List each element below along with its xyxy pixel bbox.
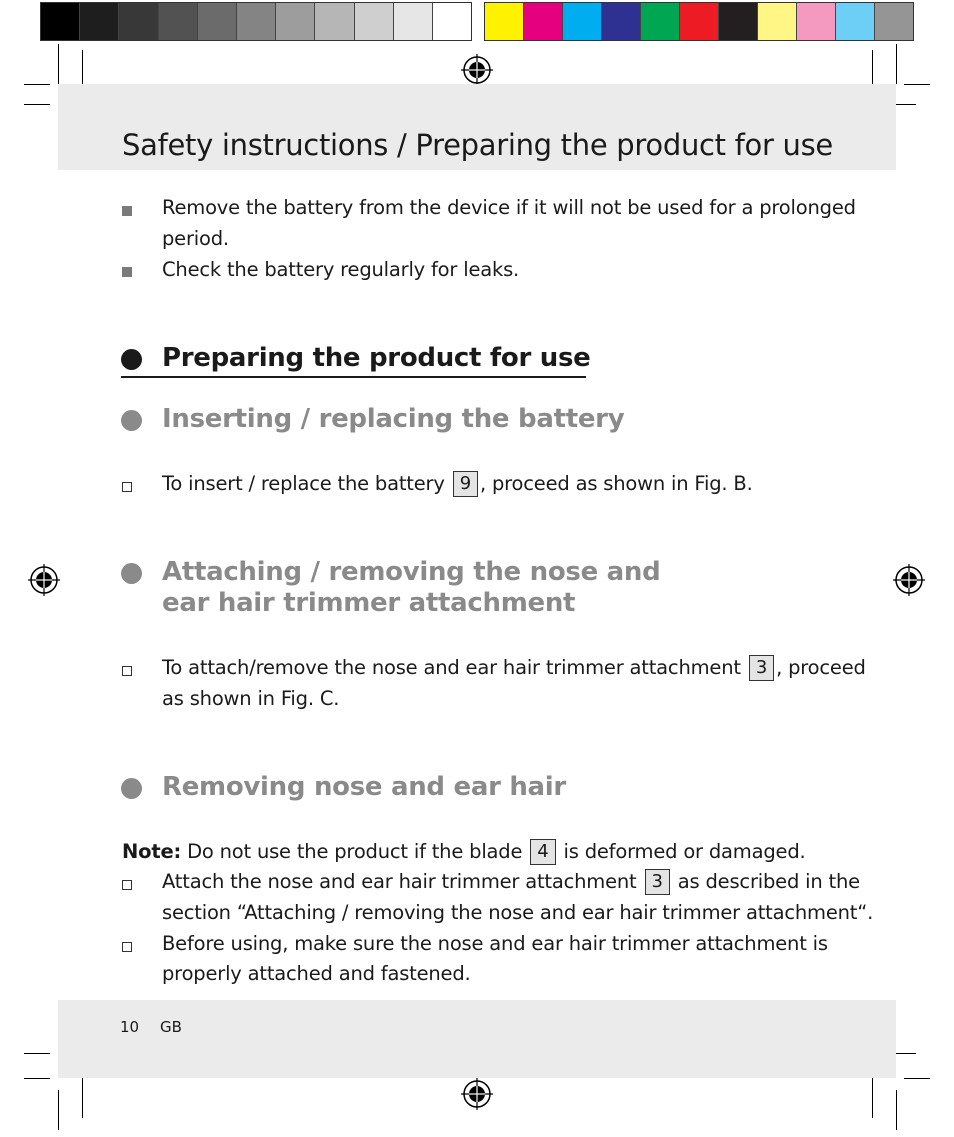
- color-swatch: [602, 3, 641, 40]
- crop-mark: [904, 84, 930, 85]
- removing-step: Before using, make sure the nose and ear hair trimmer attachment is: [162, 932, 828, 955]
- color-swatch: [80, 3, 119, 40]
- part-reference: 3: [645, 869, 670, 895]
- color-swatch: [394, 3, 433, 40]
- section-dot-icon: [121, 349, 142, 370]
- part-reference: 4: [530, 839, 555, 865]
- square-bullet-icon: [122, 206, 132, 216]
- crop-mark: [24, 104, 50, 105]
- battery-step: [162, 469, 753, 500]
- intro-bullet-line: Check the battery regularly for leaks.: [162, 258, 520, 281]
- note-text: is deformed or damaged.: [563, 840, 806, 863]
- language-code: GB: [160, 1018, 182, 1036]
- color-swatch: [485, 3, 524, 40]
- intro-bullet-line: Remove the battery from the device if it will not be used for a prolonged: [162, 196, 856, 219]
- color-swatch: [680, 3, 719, 40]
- crop-mark: [872, 1078, 873, 1118]
- section-heading-removing: Removing nose and ear hair: [162, 772, 566, 802]
- step-text: , proceed: [776, 656, 866, 679]
- intro-bullet-line: period.: [162, 227, 229, 250]
- color-swatch: [276, 3, 315, 40]
- process-color-bar: [484, 2, 914, 41]
- grayscale-color-bar: [40, 2, 472, 41]
- footer-band: [58, 1000, 896, 1078]
- step-text: as described in the: [677, 870, 860, 893]
- crop-mark: [58, 1090, 59, 1130]
- section-dot-icon: [121, 778, 142, 799]
- square-bullet-icon: [122, 267, 132, 277]
- crop-mark: [896, 1090, 897, 1130]
- color-swatch: [159, 3, 198, 40]
- attach-step: [162, 653, 866, 684]
- color-swatch: [119, 3, 158, 40]
- color-swatch: [836, 3, 875, 40]
- step-text: To insert / replace the battery: [162, 472, 445, 495]
- color-swatch: [41, 3, 80, 40]
- section-dot-icon: [121, 410, 142, 431]
- step-text: Attach the nose and ear hair trimmer attachment: [162, 870, 637, 893]
- crop-mark: [82, 1078, 83, 1118]
- section-heading-battery: Inserting / replacing the battery: [162, 404, 625, 434]
- note-text: Do not use the product if the blade: [187, 840, 523, 863]
- color-swatch: [315, 3, 354, 40]
- page-number: 10: [120, 1018, 140, 1036]
- checkbox-bullet-icon: [122, 942, 132, 952]
- attach-step: as shown in Fig. C.: [162, 687, 340, 710]
- part-reference: 3: [749, 655, 774, 681]
- color-swatch: [198, 3, 237, 40]
- color-swatch: [719, 3, 758, 40]
- removing-step: section “Attaching / removing the nose and ear hair trimmer attachment“.: [162, 901, 874, 924]
- color-swatch: [797, 3, 836, 40]
- step-text: To attach/remove the nose and ear hair trimmer attachment: [162, 656, 741, 679]
- registration-mark-icon: [28, 564, 60, 596]
- page-title: Safety instructions / Preparing the product for use: [122, 128, 833, 162]
- crop-mark: [904, 1078, 930, 1079]
- crop-mark: [58, 44, 59, 84]
- color-swatch: [875, 3, 913, 40]
- step-text: , proceed as shown in Fig. B.: [479, 472, 753, 495]
- color-swatch: [758, 3, 797, 40]
- section-dot-icon: [121, 563, 142, 584]
- registration-mark-icon: [461, 1078, 493, 1110]
- checkbox-bullet-icon: [122, 666, 132, 676]
- color-swatch: [433, 3, 471, 40]
- heading-underline: [121, 376, 586, 378]
- part-reference: 9: [453, 471, 478, 497]
- section-heading-attaching: ear hair trimmer attachment: [162, 588, 576, 618]
- crop-mark: [24, 1078, 50, 1079]
- section-heading-attaching: Attaching / removing the nose and: [162, 557, 661, 587]
- color-swatch: [524, 3, 563, 40]
- color-swatch: [563, 3, 602, 40]
- removing-step: [162, 867, 860, 898]
- color-swatch: [641, 3, 680, 40]
- crop-mark: [24, 84, 50, 85]
- note: [122, 837, 806, 868]
- registration-mark-icon: [461, 54, 493, 86]
- crop-mark: [896, 44, 897, 84]
- color-swatch: [237, 3, 276, 40]
- removing-step: properly attached and fastened.: [162, 962, 471, 985]
- note-label: Note:: [122, 840, 182, 863]
- section-heading-preparing: Preparing the product for use: [162, 343, 591, 373]
- checkbox-bullet-icon: [122, 482, 132, 492]
- color-swatch: [355, 3, 394, 40]
- registration-mark-icon: [893, 564, 925, 596]
- checkbox-bullet-icon: [122, 880, 132, 890]
- crop-mark: [24, 1053, 50, 1054]
